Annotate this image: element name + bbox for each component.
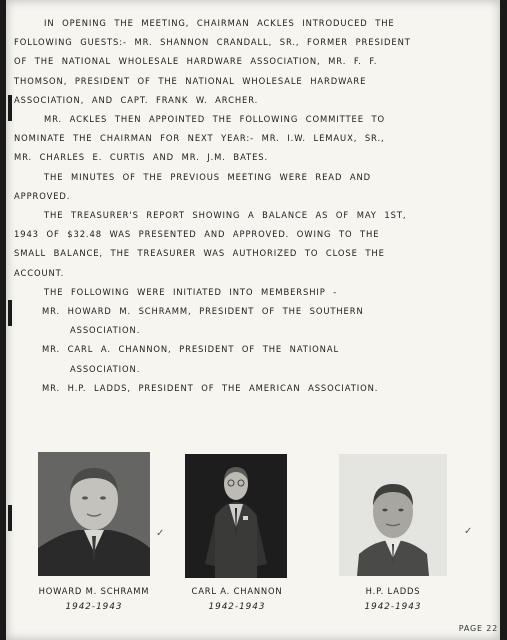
photo-caption-years: 1942-1943 xyxy=(65,602,123,612)
minutes-line: APPROVED. xyxy=(14,190,71,201)
portrait-photo-icon xyxy=(185,454,287,578)
initiate-line: ASSOCIATION. xyxy=(70,325,141,336)
check-mark-icon: ✓ xyxy=(464,526,473,537)
portrait-photo-icon xyxy=(38,452,150,576)
minutes-line: THE FOLLOWING WERE INITIATED INTO MEMBERSHIP - xyxy=(44,286,338,297)
initiate-line: MR. HOWARD M. SCHRAMM, PRESIDENT OF THE SOUTHERN xyxy=(42,306,364,317)
minutes-line: ASSOCIATION, AND CAPT. FRANK W. ARCHER. xyxy=(14,94,259,105)
binding-hole xyxy=(8,95,12,121)
minutes-line: ACCOUNT. xyxy=(14,267,65,278)
photo-schramm xyxy=(38,452,150,576)
portrait-photo-icon xyxy=(339,454,447,576)
page-number: PAGE 22 xyxy=(458,624,498,633)
binding-hole xyxy=(8,300,12,326)
minutes-line: OF THE NATIONAL WHOLESALE HARDWARE ASSOCIATION, MR. F. F. xyxy=(14,56,378,67)
minutes-line: THE TREASURER'S REPORT SHOWING A BALANCE AS OF MAY 1ST, xyxy=(44,210,407,221)
minutes-line: THE MINUTES OF THE PREVIOUS MEETING WERE READ AND xyxy=(44,171,371,182)
binding-hole xyxy=(8,505,12,531)
photo-caption-name: HOWARD M. SCHRAMM xyxy=(38,586,150,596)
minutes-line: THOMSON, PRESIDENT OF THE NATIONAL WHOLESALE HARDWARE xyxy=(14,75,367,86)
meeting-minutes xyxy=(14,14,492,398)
photo-caption-name: CARL A. CHANNON xyxy=(191,586,283,596)
minutes-line: SMALL BALANCE, THE TREASURER WAS AUTHORIZED TO CLOSE THE xyxy=(14,248,385,259)
check-mark-icon: ✓ xyxy=(156,528,165,539)
photo-ladds xyxy=(339,454,447,576)
minutes-line: 1943 OF $32.48 WAS PRESENTED AND APPROVED. OWING TO THE xyxy=(14,229,380,240)
album-page xyxy=(6,0,500,640)
minutes-line: MR. CHARLES E. CURTIS AND MR. J.M. BATES. xyxy=(14,152,269,163)
photo-channon xyxy=(185,454,287,578)
initiate-line: ASSOCIATION. xyxy=(70,363,141,374)
photo-caption-name: H.P. LADDS xyxy=(365,586,421,596)
photo-caption-years: 1942-1943 xyxy=(208,602,266,612)
photo-caption-years: 1942-1943 xyxy=(364,602,422,612)
minutes-line: NOMINATE THE CHAIRMAN FOR NEXT YEAR:- MR. I.W. LEMAUX, SR., xyxy=(14,133,385,144)
minutes-line: IN OPENING THE MEETING, CHAIRMAN ACKLES INTRODUCED THE xyxy=(44,18,395,28)
initiate-line: MR. H.P. LADDS, PRESIDENT OF THE AMERICAN ASSOCIATION. xyxy=(42,382,379,393)
minutes-line: MR. ACKLES THEN APPOINTED THE FOLLOWING COMMITTEE TO xyxy=(44,114,386,125)
minutes-line: FOLLOWING GUESTS:- MR. SHANNON CRANDALL, SR., FORMER PRESIDENT xyxy=(14,37,411,48)
initiate-line: MR. CARL A. CHANNON, PRESIDENT OF THE NATIONAL xyxy=(42,344,340,355)
